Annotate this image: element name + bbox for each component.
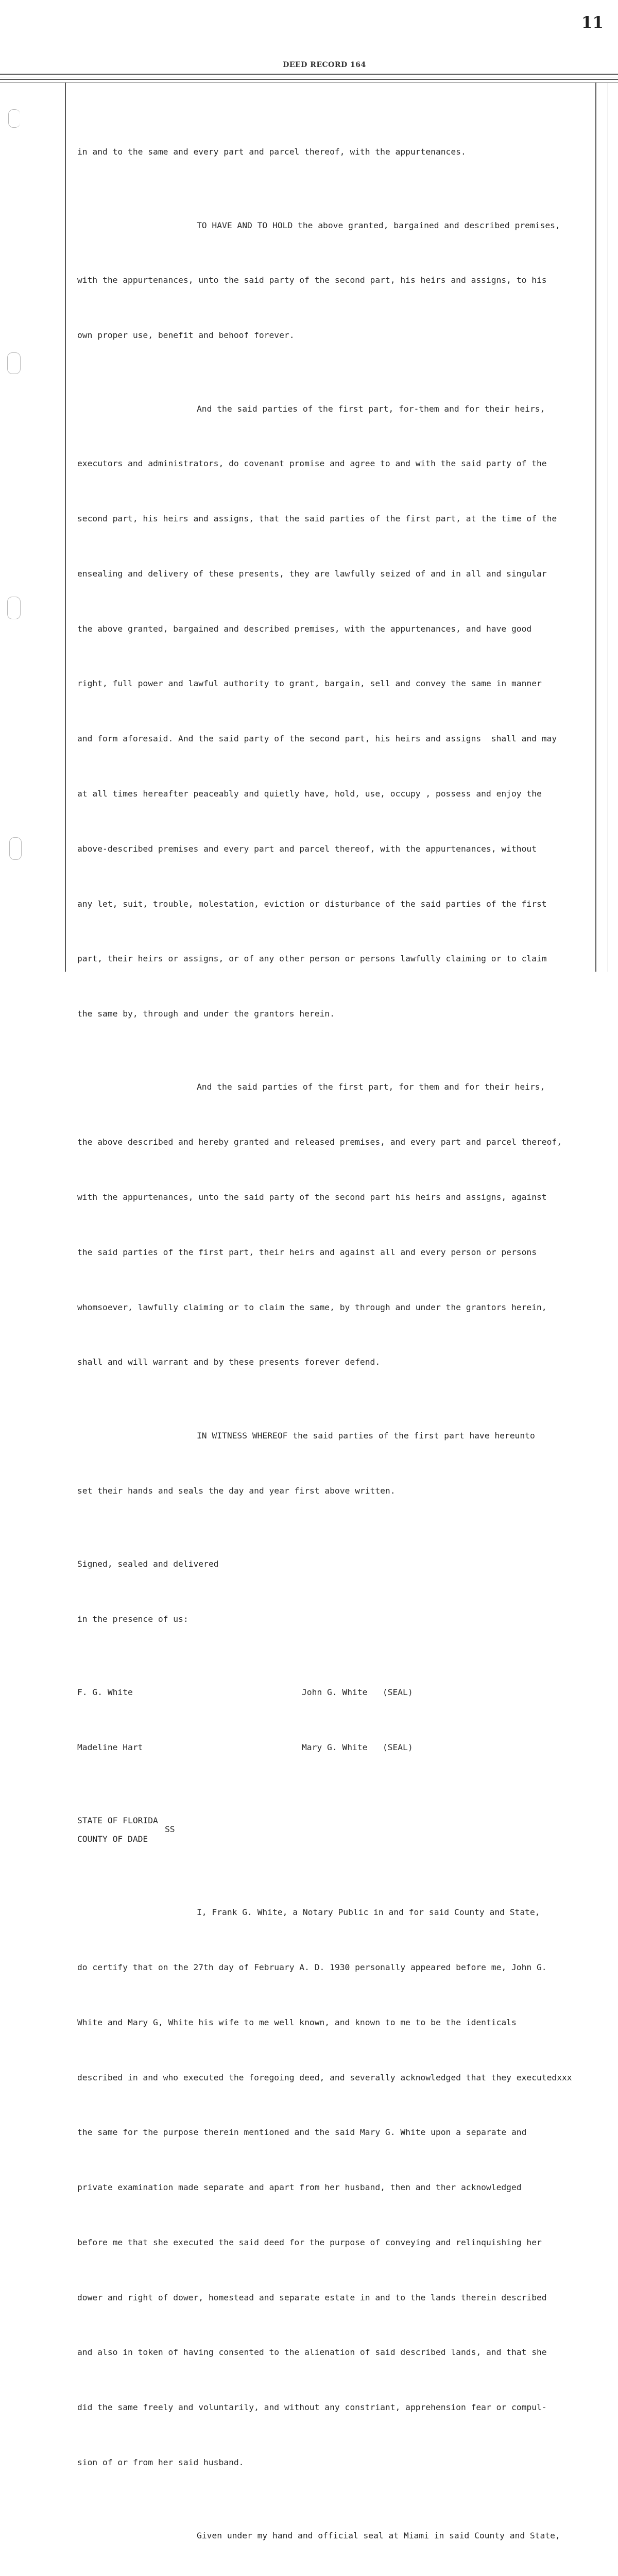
text-line: described in and who executed the foregoing deed, and severally acknowledged that they executedxxx — [77, 2072, 572, 2082]
text-line: in the presence of us: — [77, 1614, 188, 1624]
binder-hole — [8, 109, 20, 128]
text-line: and also in token of having consented to the alienation of said described lands, and that she — [77, 2347, 547, 2358]
text-line: any let, suit, trouble, molestation, eviction or disturbance of the said parties of the first — [77, 899, 547, 909]
text-line: I, Frank G. White, a Notary Public in and for said County and State, — [197, 1907, 540, 1918]
header-rule — [0, 82, 618, 83]
text-line: the above granted, bargained and described premises, with the appurtenances, and have good — [77, 623, 532, 634]
venue-state: STATE OF FLORIDA — [77, 1816, 158, 1826]
grantor-signature: John G. White (SEAL) — [302, 1687, 413, 1698]
signature-row — [77, 1683, 597, 1702]
text-line: whomsoever, lawfully claiming or to claim the same, by through and under the grantors herein, — [77, 1302, 547, 1312]
text-line: with the appurtenances, unto the said party of the second part, his heirs and assigns, to his — [77, 275, 547, 285]
header-rule — [0, 74, 618, 75]
text-line: above-described premises and every part and parcel thereof, with the appurtenances, without — [77, 843, 537, 854]
text-line: And the said parties of the first part, for-them and for their heirs, — [197, 403, 545, 414]
text-line: Given under my hand and official seal at Miami in said County and State, — [197, 2531, 560, 2541]
text-line: ensealing and delivery of these presents, they are lawfully seized of and in all and singular — [77, 568, 547, 579]
deed-text — [77, 106, 597, 2576]
venue-county: COUNTY OF DADE — [77, 1834, 148, 1844]
text-line: before me that she executed the said deed for the purpose of conveying and relinquishing her — [77, 2237, 542, 2247]
text-line: did the same freely and voluntarily, and without any constriant, apprehension fear or compul- — [77, 2402, 547, 2413]
text-line: shall and will warrant and by these presents forever defend. — [77, 1357, 381, 1367]
text-line: Signed, sealed and delivered — [77, 1558, 219, 1569]
text-line: set their hands and seals the day and year first above written. — [77, 1485, 396, 1496]
text-line: at all times hereafter peaceably and quietly have, hold, use, occupy , possess and enjoy the — [77, 788, 542, 799]
text-line: And the said parties of the first part, for them and for their heirs, — [197, 1082, 545, 1092]
binder-hole — [9, 837, 22, 860]
text-line: the said parties of the first part, their heirs and against all and every person or persons — [77, 1247, 537, 1257]
binder-hole — [7, 597, 21, 619]
text-line: do certify that on the 27th day of February A. D. 1930 personally appeared before me, John G. — [77, 1962, 547, 1972]
witness-name: F. G. White — [77, 1687, 133, 1698]
text-line: IN WITNESS WHEREOF the said parties of the first part have hereunto — [197, 1430, 535, 1440]
venue-block — [77, 1811, 597, 1848]
binder-hole — [7, 352, 21, 374]
text-line: the above described and hereby granted and released premises, and every part and parcel thereof, — [77, 1137, 562, 1147]
text-line: right, full power and lawful authority to grant, bargain, sell and convey the same in manner — [77, 679, 542, 689]
text-line: TO HAVE AND TO HOLD the above granted, bargained and described premises, — [197, 220, 560, 230]
text-line: and form aforesaid. And the said party of the second part, his heirs and assigns shall and may — [77, 734, 557, 744]
signature-row — [77, 1738, 597, 1757]
record-title: DEED RECORD 164 — [283, 61, 366, 69]
header-rule — [0, 79, 618, 80]
text-line: dower and right of dower, homestead and separate estate in and to the lands therein described — [77, 2292, 547, 2302]
left-margin-line — [65, 82, 66, 972]
text-line: executors and administrators, do covenant promise and agree to and with the said party of the — [77, 459, 547, 469]
text-line: with the appurtenances, unto the said party of the second part his heirs and assigns, against — [77, 1192, 547, 1202]
text-line: the same by, through and under the grantors herein. — [77, 1009, 335, 1019]
text-line: sion of or from her said husband. — [77, 2458, 244, 2467]
page-number: 11 — [581, 13, 604, 32]
venue-ss: SS — [165, 1824, 175, 1835]
witness-name: Madeline Hart — [77, 1742, 143, 1752]
grantor-signature: Mary G. White (SEAL) — [302, 1742, 413, 1752]
text-line: the same for the purpose therein mentioned and the said Mary G. White upon a separate and — [77, 2127, 527, 2138]
text-line: part, their heirs or assigns, or of any other person or persons lawfully claiming or to claim — [77, 954, 547, 964]
text-line: in and to the same and every part and parcel thereof, with the appurtenances. — [77, 147, 466, 157]
text-line: second part, his heirs and assigns, that the said parties of the first part, at the time of the — [77, 514, 557, 524]
text-line: private examination made separate and apart from her husband, then and ther acknowledged — [77, 2182, 522, 2193]
text-line: own proper use, benefit and behoof forever. — [77, 330, 295, 341]
text-line: White and Mary G, White his wife to me well known, and known to me to be the identicals — [77, 2017, 517, 2027]
